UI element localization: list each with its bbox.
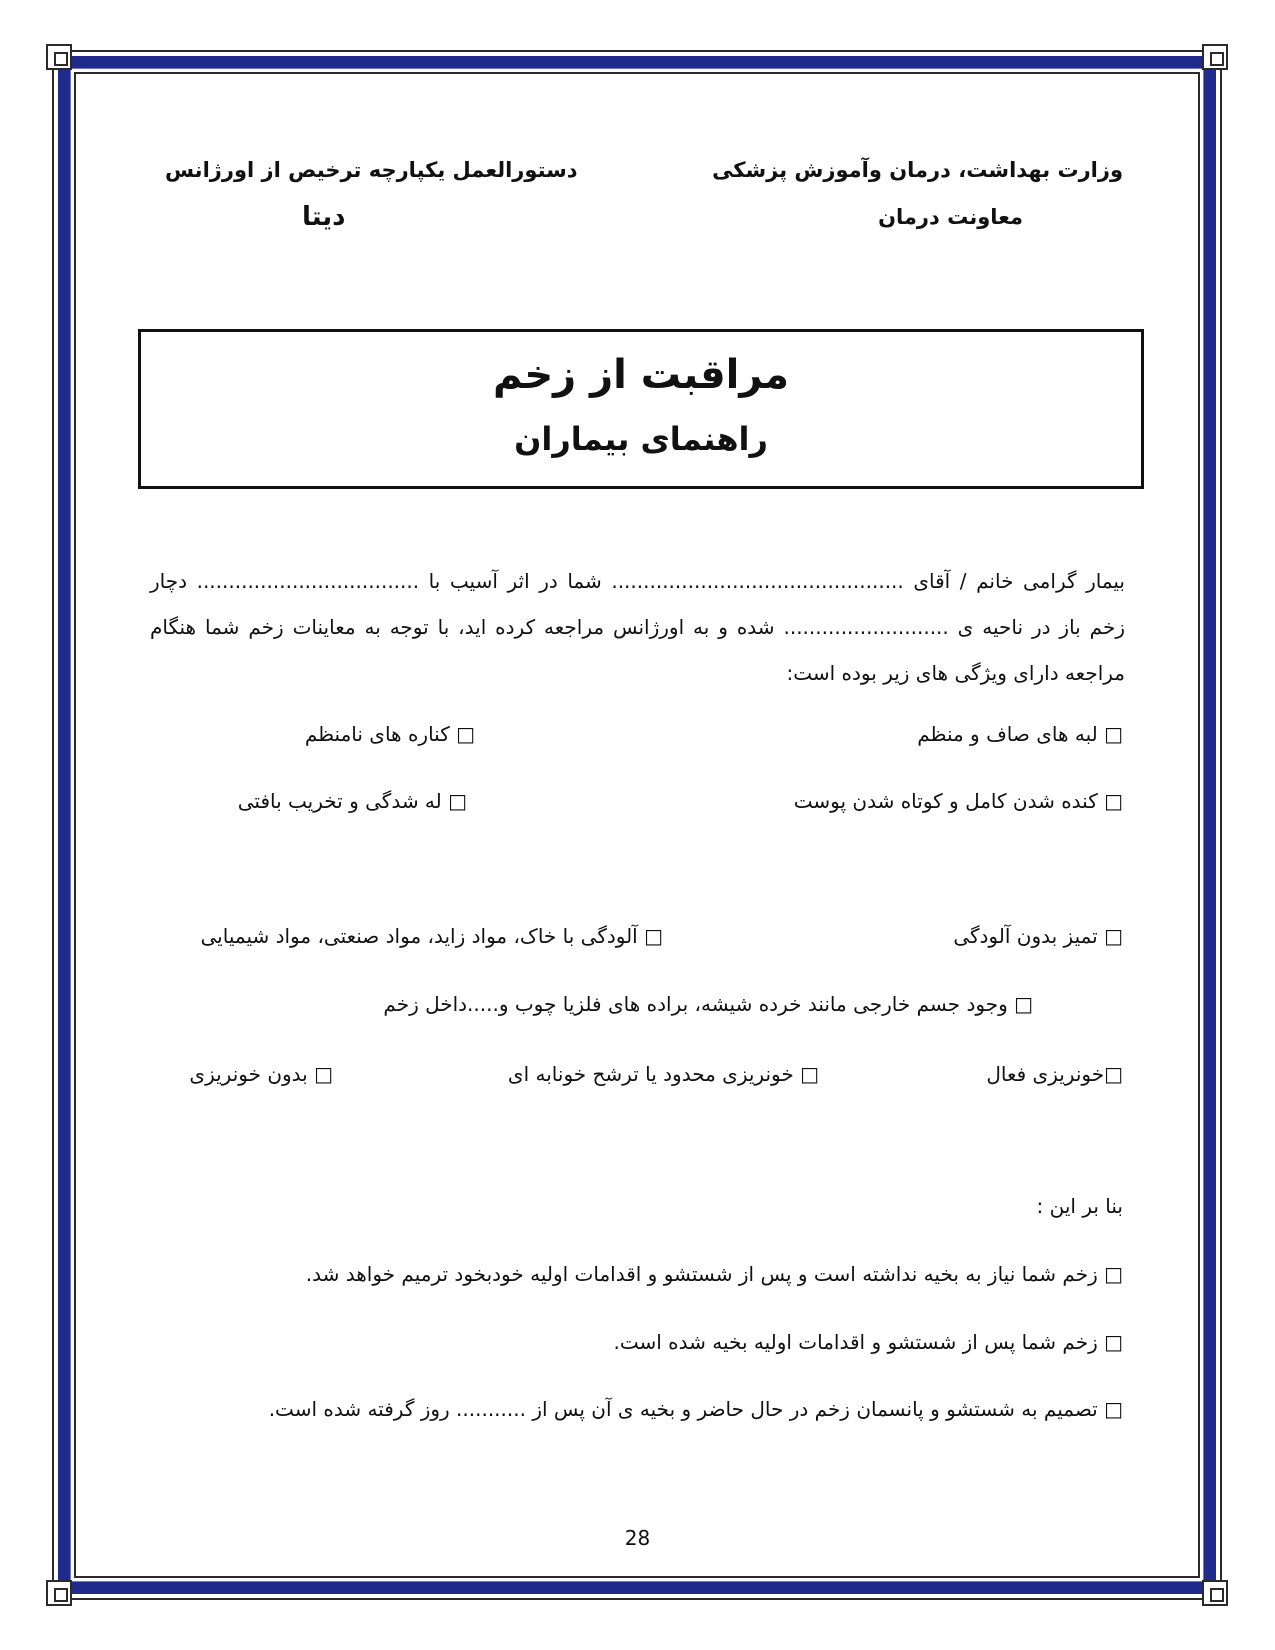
option-active-bleeding[interactable]: □خونریزی فعال	[986, 1062, 1123, 1086]
page-number: 28	[624, 1526, 651, 1550]
corner-ornament-top-left	[46, 44, 72, 70]
option-clean[interactable]: □ تمیز بدون آلودگی	[953, 924, 1123, 948]
deputy-heading: معاونت درمان	[878, 205, 1023, 229]
intro-paragraph: بیمار گرامی خانم / آقای .............................................. شما در اثر آسیب با ................................... دچار زخم باز در ناحیه ی .......................... شده و به اورژانس مراجعه کرده اید، با توجه به معاینات زخم شما هنگام مراجعه دارای ویژگی های زیر بوده است:	[150, 569, 1125, 685]
corner-ornament-top-right	[1202, 44, 1228, 70]
guideline-heading: دستورالعمل یکپارچه ترخیص از اورژانس	[165, 158, 578, 182]
option-crushed[interactable]: □ له شدگی و تخریب بافتی	[237, 789, 467, 813]
page-title: مراقبت از زخم	[492, 352, 790, 398]
therefore-label: بنا بر این :	[1036, 1194, 1123, 1218]
title-box	[138, 329, 1144, 489]
corner-ornament-bottom-left	[46, 1580, 72, 1606]
option-contaminated[interactable]: □ آلودگی با خاک، مواد زاید، مواد صنعتی، مواد شیمیایی	[200, 924, 663, 948]
option-foreign-body[interactable]: □ وجود جسم خارجی مانند خرده شیشه، براده های فلزیا چوب و.....داخل زخم	[383, 992, 1033, 1016]
dita-heading: دیتا	[302, 202, 346, 232]
option-no-bleeding[interactable]: □ بدون خونریزی	[189, 1062, 333, 1086]
outcome-no-suture[interactable]: □ زخم شما نیاز به بخیه نداشته است و پس از شستشو و اقدامات اولیه خودبخود ترمیم خواهد شد.	[305, 1262, 1123, 1286]
option-limited-bleeding[interactable]: □ خونریزی محدود یا ترشح خونابه ای	[507, 1062, 819, 1086]
ministry-heading: وزارت بهداشت، درمان وآموزش پزشکی	[712, 158, 1123, 182]
option-irregular-edges[interactable]: □ کناره های نامنظم	[304, 722, 475, 746]
page-subtitle: راهنمای بیماران	[514, 420, 768, 458]
outcome-sutured[interactable]: □ زخم شما پس از شستشو و اقدامات اولیه بخیه شده است.	[613, 1330, 1123, 1354]
option-smooth-edges[interactable]: □ لبه های صاف و منظم	[917, 722, 1123, 746]
option-avulsion[interactable]: □ کنده شدن کامل و کوتاه شدن پوست	[793, 789, 1123, 813]
outcome-delayed[interactable]: □ تصمیم به شستشو و پانسمان زخم در حال حاضر و بخیه ی آن پس از ........... روز گرفته شده است.	[268, 1397, 1123, 1421]
corner-ornament-bottom-right	[1202, 1580, 1228, 1606]
